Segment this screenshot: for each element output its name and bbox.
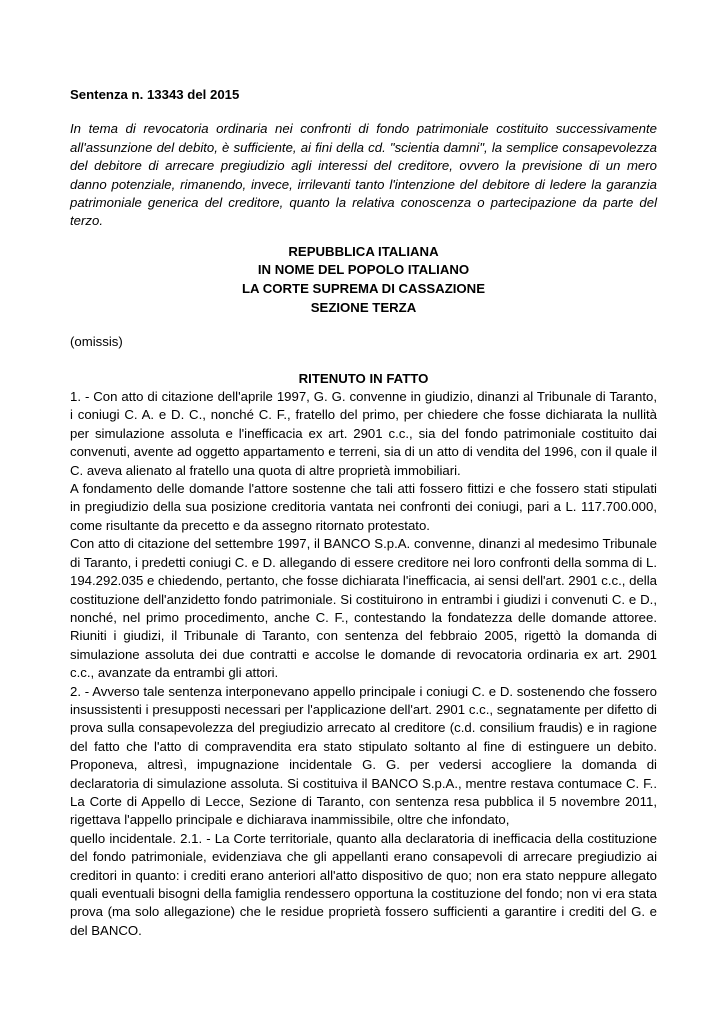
heading-line: REPUBBLICA ITALIANA [288, 243, 439, 259]
body-paragraph: 2. - Avverso tale sentenza interponevano appello principale i coniugi C. e D. sostenendo che fossero insussistenti i presupposti necessari per l'applicazione dell'art. 2901 c.c., segnatamente per difetto di prova sulla consapevolezza del pregiudizio arrecato al creditore (c.d. consilium fraudis) e in ragione del fatto che l'atto di compravendita era stato stipulato soltanto al fine di estinguere un debito. Proponeva, altresì, impugnazione incidentale G. G. per vedersi accogliere la domanda di declaratoria di simulazione assoluta. Si costituiva il BANCO S.p.A., mentre restava contumace C. F.. La Corte di Appello di Lecce, Sezione di Taranto, con sentenza resa pubblica il 5 novembre 2011, rigettava l'appello principale e dichiarava inammissibile, oltre che infondato, [70, 683, 657, 828]
body-paragraph: Con atto di citazione del settembre 1997, il BANCO S.p.A. convenne, dinanzi al medesimo Tribunale di Taranto, i predetti coniugi C. e D. allegando di essere creditore nei loro confronti della somma di L. 194.292.035 e chiedendo, pertanto, che fosse dichiarata l'inefficacia, ai sensi dell'art. 2901 c.c., della costituzione dell'anzidetto fondo patrimoniale. Si costituirono in entrambi i giudizi i convenuti C. e D., nonché, nel primo procedimento, anche C. F., contestando la fondatezza delle domande attoree. Riuniti i giudizi, il Tribunale di Taranto, con sentenza del febbraio 2005, rigettò la domanda di simulazione assoluta dei due contratti e accolse le domande di revocatoria ordinaria ex art. 2901 c.c., avanzate da entrambi gli attori. [70, 536, 657, 681]
document-title: Sentenza n. 13343 del 2015 [70, 87, 240, 102]
document-body [70, 388, 657, 940]
body-paragraph: A fondamento delle domande l'attore sostenne che tali atti fossero fittizi e che fossero stati stipulati in pregiudizio della sua posizione creditoria vantata nei confronti dei coniugi, pari a L. 117.700.000, come risultante da precetto e da assegno ritornato protestato. [70, 481, 657, 533]
body-paragraph: quello incidentale. 2.1. - La Corte territoriale, quanto alla declaratoria di inefficacia della costituzione del fondo patrimoniale, evidenziava che gli appellanti erano consapevoli di arrecare pregiudizio ai creditori in quanto: i crediti erano anteriori all'atto dispositivo de quo; non era stato neppure allegato quali eventuali bisogni della famiglia rendessero opportuna la costituzione del fondo; non vi era stata prova (ma solo allegazione) che le residue proprietà fossero sufficienti a garantire i crediti del G. e del BANCO. [70, 830, 657, 938]
heading-line: SEZIONE TERZA [310, 299, 417, 315]
section-title: RITENUTO IN FATTO [298, 370, 429, 386]
court-heading [70, 243, 657, 317]
heading-line: LA CORTE SUPREMA DI CASSAZIONE [241, 281, 485, 297]
body-paragraph: 1. - Con atto di citazione dell'aprile 1997, G. G. convenne in giudizio, dinanzi al Tribunale di Taranto, i coniugi C. A. e D. C., nonché C. F., fratello del primo, per chiedere che fosse dichiarata la nullità per simulazione assoluta e l'inefficacia ex art. 2901 c.c., sia del fondo patrimoniale costituito dai convenuti, avente ad oggetto appartamento e terreni, sia di un atto di vendita del 1996, con il quale il C. aveva alienato al fratello una quota di altre proprietà immobiliari. [70, 389, 657, 478]
abstract-paragraph: In tema di revocatoria ordinaria nei confronti di fondo patrimoniale costituito successivamente all'assunzione del debito, è sufficiente, ai fini della cd. "scientia damni", la semplice consapevolezza del debitore di arrecare pregiudizio agli interessi del creditore, ovvero la previsione di un mero danno potenziale, rimanendo, invece, irrilevanti tanto l'intenzione del debitore di ledere la garanzia patrimoniale generica del creditore, quanto la relativa conoscenza o partecipazione da parte del terzo. [70, 121, 657, 229]
document-page [70, 86, 657, 940]
heading-line: IN NOME DEL POPOLO ITALIANO [257, 262, 470, 278]
omissis-note: (omissis) [70, 334, 123, 350]
